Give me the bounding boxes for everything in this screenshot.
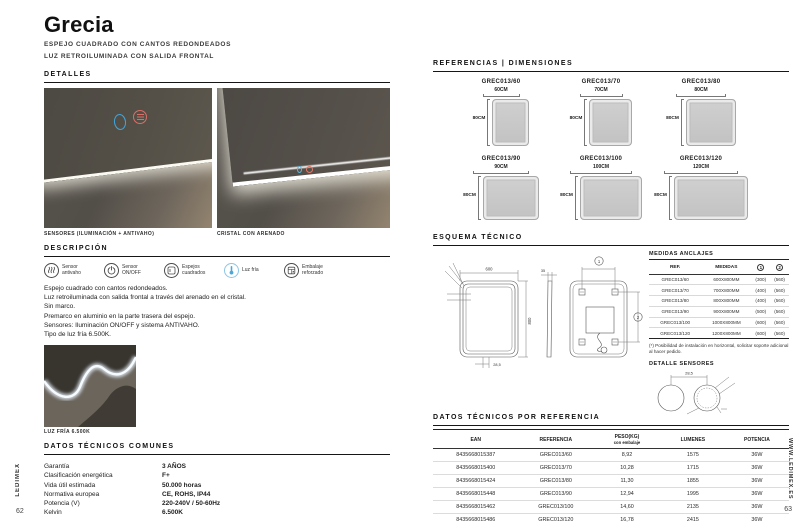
brand-vertical-text: LEDIMEX xyxy=(15,463,21,497)
cell-lumenes: 2415 xyxy=(661,514,725,525)
website-vertical-text: WWW.LEDIMEX.ES xyxy=(787,437,793,499)
variant-width-label: 90CM xyxy=(494,164,508,170)
section-header-referencias: REFERENCIAS | DIMENSIONES xyxy=(433,60,789,72)
anclajes-dim1: (400) xyxy=(751,285,770,296)
anclajes-row xyxy=(649,285,789,296)
ref-table-row xyxy=(433,488,789,501)
mirror-corner-graphic xyxy=(220,88,390,187)
variant-width-label: 60CM xyxy=(494,87,508,93)
variant-ref: GREC013/70 xyxy=(581,79,621,85)
bottom-offset-dim: 28,5 xyxy=(493,363,501,367)
mirror-size-graphic xyxy=(580,176,642,220)
feature-luz-fria: Luz fría xyxy=(224,263,275,278)
led-strip-graphic xyxy=(233,88,390,175)
ref-table-header-lumenes: LUMENES xyxy=(661,430,725,449)
anclajes-dim2: (560) xyxy=(774,276,785,282)
section-header-descripcion: DESCRIPCIÓN xyxy=(44,245,390,257)
tech-common-list xyxy=(44,462,390,517)
left-page xyxy=(44,12,390,517)
width-dimension-line xyxy=(580,94,623,97)
subtitle-line-1: ESPEJO CUADRADO CON CANTOS REDONDEADOS xyxy=(44,41,232,48)
cell-lumenes: 2135 xyxy=(661,501,725,514)
ref-table-row xyxy=(433,449,789,462)
front-height-dim: 800 xyxy=(527,317,532,325)
photo-caption-arenado: CRISTAL CON ARENADO xyxy=(217,231,285,237)
anclajes-dim2: (560) xyxy=(770,317,789,328)
cell-lumenes: 1995 xyxy=(661,488,725,501)
thermometer-cold-icon xyxy=(224,263,239,278)
variant-height-label: 80CM xyxy=(666,116,679,121)
front-view-drawing xyxy=(445,263,532,368)
spec-label: Vida útil estimada xyxy=(44,481,96,489)
variant-height-label: 80CM xyxy=(654,193,667,198)
anclajes-table xyxy=(649,261,789,339)
ref-table-row xyxy=(433,475,789,488)
cell-ean: 8435668015462 xyxy=(433,501,518,514)
anclajes-medidas: 900X800MM xyxy=(701,306,751,317)
variant-height-label: 80CM xyxy=(463,193,476,198)
page-number-left: 62 xyxy=(16,508,24,515)
anclajes-header-medidas: MEDIDAS xyxy=(701,261,751,274)
anclajes-row xyxy=(649,328,789,339)
mirror-size-graphic xyxy=(483,176,539,220)
feature-embalaje: Embalaje reforzado xyxy=(284,263,335,278)
detalle-sensores-title: DETALLE SENSORES xyxy=(649,360,715,367)
cell-peso: 14,60 xyxy=(593,501,661,514)
anclajes-row xyxy=(649,306,789,317)
anclajes-header-ref: REF. xyxy=(649,261,701,274)
spec-row xyxy=(44,462,390,471)
variant-cell xyxy=(451,79,551,152)
anclajes-dim2: (560) xyxy=(770,306,789,317)
cell-referencia: GREC013/90 xyxy=(518,488,593,501)
variant-width-label: 100CM xyxy=(592,164,610,170)
cell-ean: 8435668015387 xyxy=(456,452,496,458)
variant-cell xyxy=(551,79,651,152)
sensor-antifog-icon xyxy=(306,166,313,173)
cell-referencia: GREC013/70 xyxy=(518,462,593,475)
variant-ref: GREC013/60 xyxy=(481,79,521,85)
power-icon xyxy=(104,263,119,278)
cell-ean: 8435668015424 xyxy=(433,475,518,488)
anclajes-medidas: 600X800MM xyxy=(713,276,740,282)
anclajes-footnote: (*) Posibilidad de instalación en horizontal, solicitar soporte adicional al hacer pedido. xyxy=(649,343,789,355)
technical-drawing xyxy=(433,251,648,411)
sensor-light-icon xyxy=(297,166,302,173)
anclajes-dim2: (560) xyxy=(770,296,789,307)
height-dimension-line xyxy=(487,99,490,146)
side-view-drawing xyxy=(541,269,557,357)
variant-height-label: 80CM xyxy=(472,116,486,121)
description-line: Sin marco. xyxy=(44,303,76,311)
width-dimension-line xyxy=(664,171,738,174)
width-dimension-line xyxy=(676,94,726,97)
anclajes-ref: GREC013/100 xyxy=(649,317,701,328)
section-header-esquema: ESQUEMA TÉCNICO xyxy=(433,234,789,246)
description-line: Tipo de luz fría 6.500K. xyxy=(44,331,111,339)
right-page xyxy=(433,60,789,525)
description-line: Premarco en aluminio en la parte trasera del espejo. xyxy=(44,312,196,320)
cell-peso: 8,92 xyxy=(621,452,633,458)
callout-1: 1 xyxy=(597,258,601,264)
feature-icon-row xyxy=(44,263,390,278)
detail-photos xyxy=(44,88,390,228)
anclajes-dim1: (300) xyxy=(755,276,767,282)
photo-luz-fria xyxy=(44,345,136,427)
cell-potencia: 36W xyxy=(725,462,789,475)
mirror-size-graphic xyxy=(492,99,529,146)
anclajes-ref: GREC013/60 xyxy=(661,276,689,282)
variant-ref: GREC013/90 xyxy=(481,156,521,162)
variant-width-label: 70CM xyxy=(594,87,608,93)
feature-sensor-onoff: Sensor ON/OFF xyxy=(104,263,155,278)
description-text xyxy=(44,284,390,339)
cell-ean: 8435668015486 xyxy=(433,514,518,525)
variant-ref: GREC013/120 xyxy=(679,156,723,162)
variant-cell xyxy=(651,79,751,152)
front-width-dim: 600 xyxy=(485,266,493,272)
height-dimension-line xyxy=(584,99,587,146)
cell-referencia: GREC013/120 xyxy=(518,514,593,525)
section-header-datos-comunes: DATOS TÉCNICOS COMUNES xyxy=(44,443,390,455)
cell-lumenes: 1575 xyxy=(686,452,699,458)
anclajes-header-2 xyxy=(770,261,789,274)
spec-row xyxy=(44,481,390,490)
page-number-right: 63 xyxy=(784,506,792,513)
spec-value: CE, ROHS, IP44 xyxy=(162,490,211,498)
spec-value: 220-240V / 50-60Hz xyxy=(162,500,221,508)
datos-referencia-table xyxy=(433,429,789,525)
width-dimension-line xyxy=(473,171,529,174)
sensor-antifog-icon xyxy=(133,110,147,124)
cell-lumenes: 1855 xyxy=(661,475,725,488)
mirror-size-graphic xyxy=(674,176,748,220)
width-dimension-line xyxy=(483,94,520,97)
ref-table-header-ean: EAN xyxy=(433,430,518,449)
anclajes-dim1: (600) xyxy=(751,328,770,339)
ref-table-header-peso: PESO(KG) con embalaje xyxy=(593,430,661,449)
photo-cristal-arenado xyxy=(217,88,390,228)
cell-referencia: GREC013/100 xyxy=(518,501,593,514)
variant-cell xyxy=(451,156,551,229)
spec-row xyxy=(44,471,390,480)
anclajes-title: MEDIDAS ANCLAJES xyxy=(649,251,789,260)
package-box-icon xyxy=(284,263,299,278)
spec-label: Garantía xyxy=(44,463,70,471)
anclajes-row xyxy=(649,317,789,328)
cell-ean: 8435668015448 xyxy=(433,488,518,501)
side-thickness-dim: 35 xyxy=(540,269,546,273)
variant-width-label: 80CM xyxy=(694,87,708,93)
variant-width-label: 120CM xyxy=(692,164,710,170)
spec-label: Potencia (V) xyxy=(44,500,80,508)
height-dimension-line xyxy=(478,176,481,220)
ref-table-header-potencia: POTENCIA xyxy=(725,430,789,449)
anclajes-dim1: (400) xyxy=(751,296,770,307)
cell-potencia: 36W xyxy=(751,452,763,458)
antifog-sensor-icon xyxy=(44,263,59,278)
luz-fria-caption: LUZ FRÍA 6.500K xyxy=(44,429,91,436)
cell-referencia: GREC013/80 xyxy=(518,475,593,488)
photo-caption-sensores: SENSORES (ILUMINACIÓN + ANTIVAHO) xyxy=(44,231,155,237)
section-header-datos-referencia: DATOS TÉCNICOS POR REFERENCIA xyxy=(433,414,789,426)
anclajes-medidas: 1000X800MM xyxy=(701,317,751,328)
anclajes-row xyxy=(649,274,789,285)
cell-potencia: 36W xyxy=(725,475,789,488)
variant-ref: GREC013/100 xyxy=(579,156,623,162)
description-line: Sensores: Iluminación ON/OFF y sistema ANTIVAHO. xyxy=(44,321,200,329)
sensor-detail-drawing xyxy=(649,369,769,415)
cell-potencia: 36W xyxy=(725,501,789,514)
spec-label: Clasificación energética xyxy=(44,472,113,480)
cell-ean: 8435668015400 xyxy=(433,462,518,475)
description-line: Luz retroiluminada con salida frontal a través del arenado en el cristal. xyxy=(44,294,246,302)
cell-peso: 12,94 xyxy=(593,488,661,501)
ref-table-header-referencia: REFERENCIA xyxy=(518,430,593,449)
anclajes-dim2: (560) xyxy=(770,285,789,296)
anclajes-dim1: (500) xyxy=(751,306,770,317)
anclajes-medidas: 700X800MM xyxy=(701,285,751,296)
cell-peso: 11,30 xyxy=(593,475,661,488)
cell-potencia: 36W xyxy=(725,514,789,525)
spec-label: Kelvin xyxy=(44,509,62,517)
feature-espejos-cuadrados: Espejos cuadrados xyxy=(164,263,215,278)
variant-cell xyxy=(551,156,651,229)
circled-1: 1 xyxy=(757,264,764,271)
circled-2: 2 xyxy=(776,264,783,271)
anclajes-dim1: (600) xyxy=(751,317,770,328)
height-dimension-line xyxy=(575,176,578,220)
variant-cell xyxy=(651,156,751,229)
page-title: Grecia xyxy=(44,12,114,37)
ref-table-header-peso-sub: con embalaje xyxy=(613,440,641,445)
photo-sensores xyxy=(44,88,212,228)
description-line: Espejo cuadrado con cantos redondeados. xyxy=(44,285,168,292)
square-mirror-icon xyxy=(164,263,179,278)
spec-label: Normativa europea xyxy=(44,490,100,498)
anclajes-ref: GREC013/70 xyxy=(649,285,701,296)
anclajes-row xyxy=(649,296,789,307)
spec-value: 6.500K xyxy=(162,509,183,517)
back-view-drawing xyxy=(570,257,642,357)
anclajes-ref: GREC013/90 xyxy=(649,306,701,317)
height-dimension-line xyxy=(669,176,672,220)
anclajes-medidas: 1200X800MM xyxy=(701,328,751,339)
anclajes-ref: GREC013/80 xyxy=(649,296,701,307)
ref-table-row xyxy=(433,462,789,475)
ref-table-row xyxy=(433,501,789,514)
subtitle-line-2: LUZ RETROILUMINADA CON SALIDA FRONTAL xyxy=(44,52,214,60)
spec-value: F+ xyxy=(162,472,170,480)
spec-row xyxy=(44,490,390,499)
variant-ref: GREC013/80 xyxy=(681,79,721,85)
spec-row xyxy=(44,508,390,517)
spec-value: 50.000 horas xyxy=(162,481,202,489)
cell-peso: 16,78 xyxy=(593,514,661,525)
cell-lumenes: 1715 xyxy=(661,462,725,475)
anclajes-dim2: (560) xyxy=(770,328,789,339)
anclajes-panel xyxy=(649,251,789,411)
anclajes-ref: GREC013/120 xyxy=(649,328,701,339)
cell-potencia: 36W xyxy=(725,488,789,501)
feature-sensor-antivaho: Sensor antivaho xyxy=(44,263,95,278)
ref-table-row xyxy=(433,514,789,525)
height-dimension-line xyxy=(681,99,684,146)
spec-row xyxy=(44,499,390,508)
anclajes-header-1 xyxy=(751,261,770,274)
width-dimension-line xyxy=(570,171,632,174)
cell-referencia: GREC013/60 xyxy=(539,452,572,458)
variant-height-label: 80CM xyxy=(569,116,583,121)
anclajes-medidas: 800X800MM xyxy=(701,296,751,307)
mirror-size-graphic xyxy=(589,99,632,146)
section-header-detalles: DETALLES xyxy=(44,71,390,83)
spec-value: 3 AÑOS xyxy=(162,463,186,471)
variants-grid xyxy=(451,79,789,229)
mirror-corner-graphic xyxy=(44,88,212,185)
cell-peso: 10,28 xyxy=(593,462,661,475)
sensor-dim-label: 28,5 xyxy=(685,370,693,376)
variant-height-label: 80CM xyxy=(560,193,573,198)
mirror-size-graphic xyxy=(686,99,736,146)
callout-2: 2 xyxy=(636,314,640,320)
